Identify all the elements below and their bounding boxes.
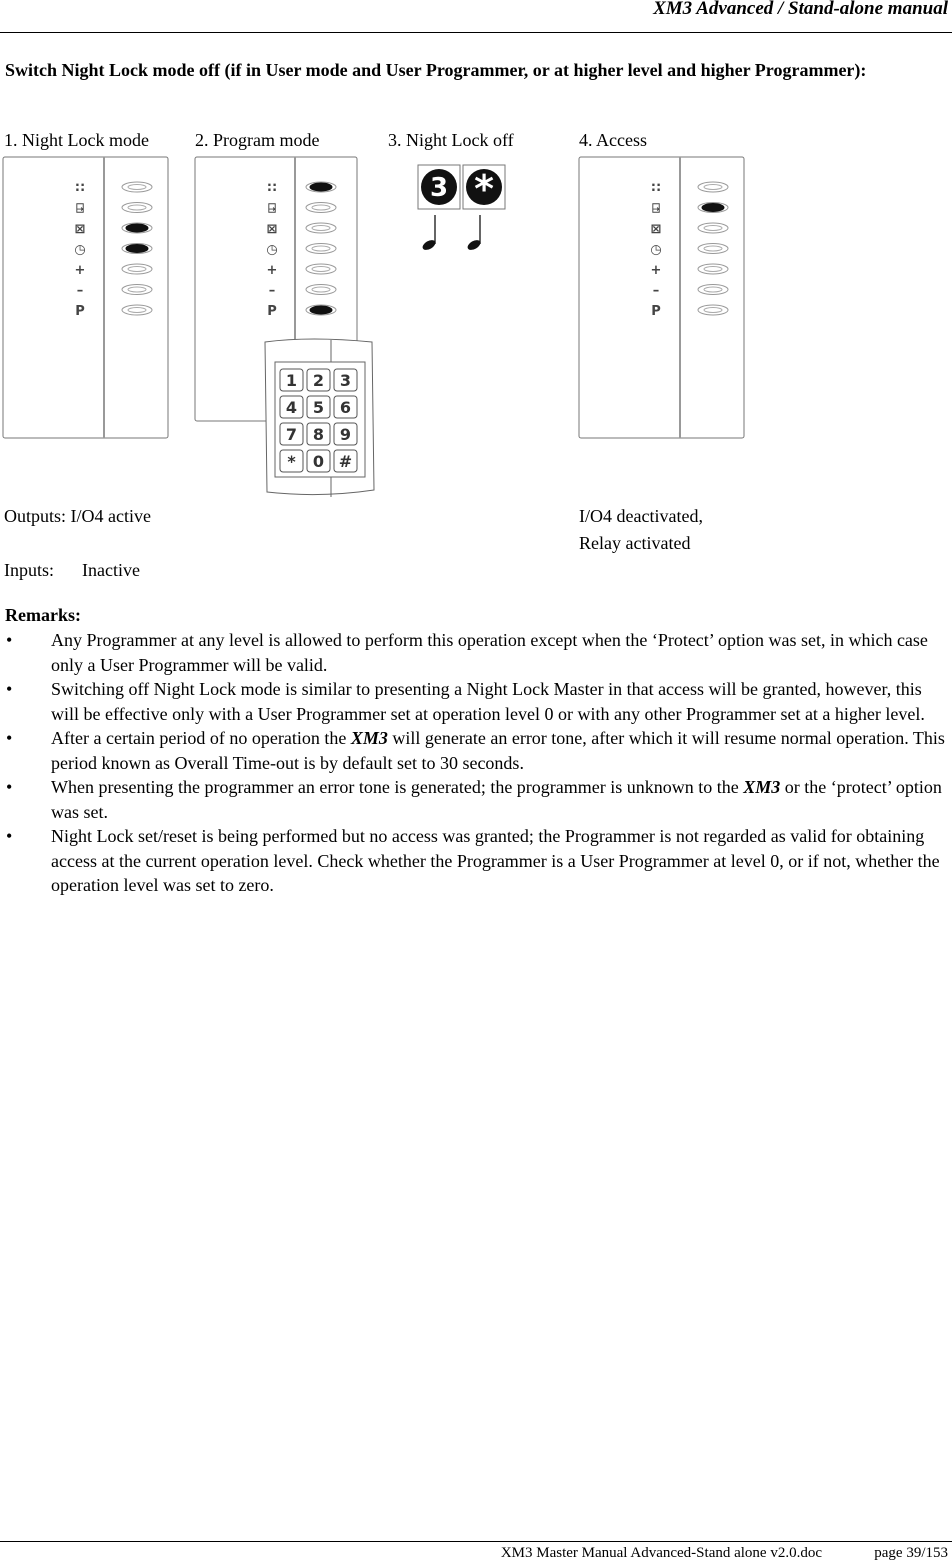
led-on [126, 224, 148, 232]
step-1-label: 1. Night Lock mode [4, 130, 149, 150]
led-off [704, 185, 722, 190]
running-header: XM3 Advanced / Stand-alone manual [653, 0, 948, 19]
inputs-label: Inputs: [4, 560, 55, 580]
remark-text: After a certain period of no operation the [51, 728, 351, 748]
key-label: * [474, 167, 494, 211]
remark-item [0, 775, 945, 824]
led-on [310, 183, 332, 191]
led-off [704, 226, 722, 231]
header-rule [0, 32, 952, 33]
clock-icon: ◷ [74, 242, 86, 258]
keypad-key-label: 8 [312, 425, 325, 444]
keypad-key-label: 5 [312, 398, 325, 417]
minus-icon: – [652, 283, 660, 299]
door-icon: ⍈ [268, 201, 276, 217]
rf-icon: ∷ [651, 181, 661, 196]
remark-text: Switching off Night Lock mode is similar to presenting a Night Lock Master in that access will be granted, however, this will be effective only with a User Programmer set at operation level 0 or with any other Programmer set at a higher level. [51, 679, 925, 724]
led-off [128, 308, 146, 313]
footer-doc-name: XM3 Master Manual Advanced-Stand alone v2.0.doc [500, 1545, 822, 1561]
box-icon: ⊠ [650, 222, 662, 237]
product-name: XM3 [350, 728, 388, 748]
rf-icon: ∷ [75, 181, 85, 196]
remarks-list [0, 628, 945, 898]
remark-item [0, 677, 945, 726]
minus-icon: – [268, 283, 276, 299]
box-icon: ⊠ [74, 222, 86, 237]
led-off [704, 308, 722, 313]
clock-icon: ◷ [650, 242, 662, 258]
remark-text: When presenting the programmer an error tone is generated; the programmer is unknown to the [51, 777, 744, 797]
minus-icon: – [76, 283, 84, 299]
keypad-key-label: 9 [339, 425, 352, 444]
remark-item [0, 628, 945, 677]
clock-icon: ◷ [266, 242, 278, 258]
led-on [126, 245, 148, 253]
key-label: 3 [429, 173, 449, 203]
led-on [702, 204, 724, 212]
keypad-key-label: 3 [339, 371, 352, 390]
remark-text: will generate an error tone, after which it will resume normal operation. This period known as Overall Time-out is by default set to 30 seconds. [51, 728, 945, 773]
keypad-key-label: # [338, 452, 353, 471]
door-icon: ⍈ [76, 201, 84, 217]
rf-icon: ∷ [267, 181, 277, 196]
door-icon: ⍈ [652, 201, 660, 217]
remark-text: or the ‘protect’ option was set. [51, 777, 942, 822]
step-2-label: 2. Program mode [195, 130, 320, 150]
keypad-key-label: 4 [285, 398, 298, 417]
reader-body [579, 157, 744, 438]
led-off [312, 287, 330, 292]
remark-text: Night Lock set/reset is being performed but no access was granted; the Programmer is not regarded as valid for obtaining access at the current operation level. Check whether the Programmer is a User Programmer at level 0, or if not, whether the operation level was set to zero. [51, 826, 940, 895]
bullet-icon: • [6, 679, 13, 699]
p-icon: P [267, 304, 277, 319]
plus-icon: + [650, 263, 662, 278]
reader-night-lock-mode [0, 150, 180, 450]
led-off [704, 246, 722, 251]
section-title: Switch Night Lock mode off (if in User mode and User Programmer, or at higher level and higher Programmer): [5, 60, 867, 80]
led-off [128, 287, 146, 292]
inputs-value: Inactive [82, 560, 140, 580]
remark-text: Any Programmer at any level is allowed to perform this operation except when the ‘Protect’ option was set, in which case only a User Programmer will be valid. [51, 630, 928, 675]
led-on [310, 306, 332, 314]
plus-icon: + [266, 263, 278, 278]
reader-program-mode [192, 150, 382, 502]
remark-item [0, 726, 945, 775]
keypad-key-label: 2 [312, 371, 325, 390]
access-outputs-line1: I/O4 deactivated, [579, 506, 703, 526]
product-name: XM3 [743, 777, 781, 797]
led-off [704, 267, 722, 272]
keypad-key-label: * [287, 452, 296, 471]
led-off [704, 287, 722, 292]
step-3-label: 3. Night Lock off [388, 130, 514, 150]
remarks-heading: Remarks: [5, 605, 81, 625]
keypad-key-label: 6 [339, 398, 352, 417]
bullet-icon: • [6, 777, 13, 797]
footer-rule [0, 1541, 952, 1542]
plus-icon: + [74, 263, 86, 278]
reader-access [576, 150, 756, 450]
led-off [312, 205, 330, 210]
led-off [128, 185, 146, 190]
remark-item [0, 824, 945, 898]
footer-page-number: page 39/153 [874, 1545, 948, 1561]
bullet-icon: • [6, 826, 13, 846]
box-icon: ⊠ [266, 222, 278, 237]
led-off [312, 246, 330, 251]
keypad-key-label: 0 [312, 452, 325, 471]
keypad-key-label: 1 [285, 371, 298, 390]
access-outputs-line2: Relay activated [579, 533, 691, 553]
keypad-key-label: 7 [285, 425, 298, 444]
reader-body [3, 157, 168, 438]
led-off [128, 267, 146, 272]
led-off [312, 226, 330, 231]
step-4-label: 4. Access [579, 130, 647, 150]
p-icon: P [75, 304, 85, 319]
outputs-text: Outputs: I/O4 active [4, 506, 151, 526]
led-off [128, 205, 146, 210]
bullet-icon: • [6, 630, 13, 650]
key-sequence [405, 160, 525, 260]
led-off [312, 267, 330, 272]
bullet-icon: • [6, 728, 13, 748]
p-icon: P [651, 304, 661, 319]
